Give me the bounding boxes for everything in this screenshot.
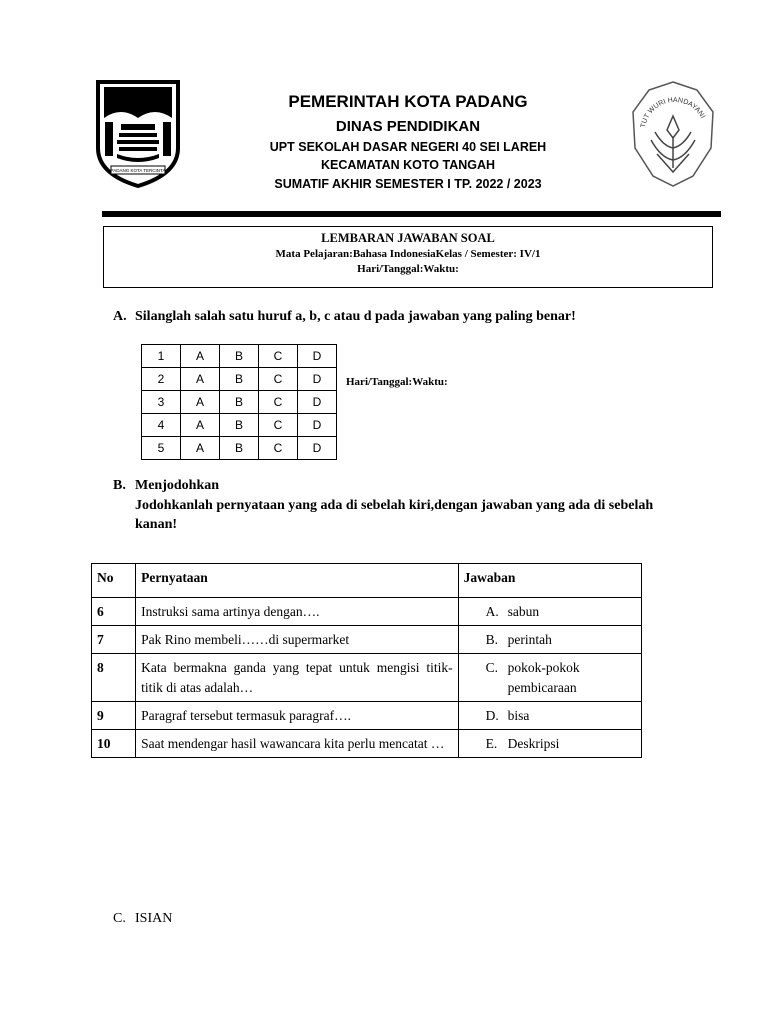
answer-option-d[interactable]: D [298,437,337,460]
section-a-label: A. [113,309,127,324]
section-a-text: Silanglah salah satu huruf a, b, c atau d pada jawaban yang paling benar! [135,309,576,324]
logo-right-caption: TUT WURI HANDAYANI [640,96,707,129]
header-divider [102,211,721,217]
row-statement: Saat mendengar hasil wawancara kita perlu mencatat … [136,730,459,758]
row-number: 10 [92,730,136,758]
row-statement: Instruksi sama artinya dengan…. [136,598,459,626]
answer-option-a[interactable]: A [181,437,220,460]
answer-option-d[interactable]: D [298,391,337,414]
answer-option-d[interactable]: D [298,414,337,437]
answer-option-b[interactable]: B [220,368,259,391]
sheet-subject: Mata Pelajaran:Bahasa IndonesiaKelas / Semester: IV/1 [275,248,541,260]
answer-number: 3 [142,391,181,414]
sheet-title: LEMBARAN JAWABAN SOAL [321,231,495,245]
answer-option-b[interactable]: B [220,414,259,437]
row-number: 6 [92,598,136,626]
table-row [92,598,642,626]
answer-letter: E. [485,736,498,751]
answer-letter: D. [485,708,499,723]
row-answer [458,598,641,626]
answer-option-c[interactable]: C [259,391,298,414]
answer-option-a[interactable]: A [181,414,220,437]
answer-option-a[interactable]: A [181,345,220,368]
header-department: DINAS PENDIDIKAN [335,118,481,135]
answer-number: 4 [142,414,181,437]
answer-letter: C. [485,660,499,675]
answer-letter: B. [485,632,499,647]
header-statement: Pernyataan [136,564,459,598]
section-b-title: Menjodohkan [135,478,220,493]
answer-row [142,368,337,391]
answer-option-c[interactable]: C [259,345,298,368]
answer-option-b[interactable]: B [220,437,259,460]
answer-number: 5 [142,437,181,460]
answer-option-d[interactable]: D [298,345,337,368]
row-statement: Kata bermakna ganda yang tepat untuk mengisi titik- titik di atas adalah… [136,654,459,702]
section-b-label: B. [113,478,126,493]
answer-option-c[interactable]: C [259,368,298,391]
header-district: KECAMATAN KOTO TANGAH [320,158,496,172]
answer-text: sabun [507,604,540,619]
section-c-title: ISIAN [135,911,173,926]
sheet-date: Hari/Tanggal:Waktu: [357,263,459,275]
row-number: 9 [92,702,136,730]
row-answer [458,702,641,730]
answer-row [142,414,337,437]
row-number: 7 [92,626,136,654]
header-no: No [92,564,136,598]
answer-option-b[interactable]: B [220,391,259,414]
answer-row [142,345,337,368]
row-statement: Paragraf tersebut termasuk paragraf…. [136,702,459,730]
answer-number: 1 [142,345,181,368]
answer-letter: A. [485,604,499,619]
matching-header-row [92,564,642,598]
row-answer [458,626,641,654]
section-c-heading [113,911,172,927]
answer-option-a[interactable]: A [181,391,220,414]
header-exam: SUMATIF AKHIR SEMESTER I TP. 2022 / 2023 [274,177,542,191]
logo-left-caption: PADANG KOTA TERCINTA [110,168,166,173]
answer-row [142,391,337,414]
answer-option-d[interactable]: D [298,368,337,391]
header-government: PEMERINTAH KOTA PADANG [288,92,528,111]
table-row [92,626,642,654]
answer-text: pokok-pokok pembicaraan [507,660,580,695]
row-number: 8 [92,654,136,702]
table-row [92,730,642,758]
row-statement: Pak Rino membeli……di supermarket [136,626,459,654]
section-b-heading [113,478,219,494]
header-answer: Jawaban [458,564,641,598]
row-answer [458,730,641,758]
section-b-instruction: Jodohkanlah pernyataan yang ada di sebelah kiri,dengan jawaban yang ada di sebelah kanan! [135,498,654,532]
table-row [92,654,642,702]
answer-row [142,437,337,460]
answer-option-c[interactable]: C [259,414,298,437]
answer-option-b[interactable]: B [220,345,259,368]
section-c-label: C. [113,911,126,926]
row-answer [458,654,641,702]
answer-option-a[interactable]: A [181,368,220,391]
section-a-side-note: Hari/Tanggal:Waktu: [346,376,448,388]
answer-option-c[interactable]: C [259,437,298,460]
answer-text: bisa [507,708,530,723]
answer-number: 2 [142,368,181,391]
table-row [92,702,642,730]
answer-text: Deskripsi [507,736,560,751]
section-a-instruction [113,309,576,325]
matching-table [91,563,642,758]
answer-text: perintah [507,632,552,647]
answer-grid [141,344,337,460]
header-school: UPT SEKOLAH DASAR NEGERI 40 SEI LAREH [269,140,547,154]
